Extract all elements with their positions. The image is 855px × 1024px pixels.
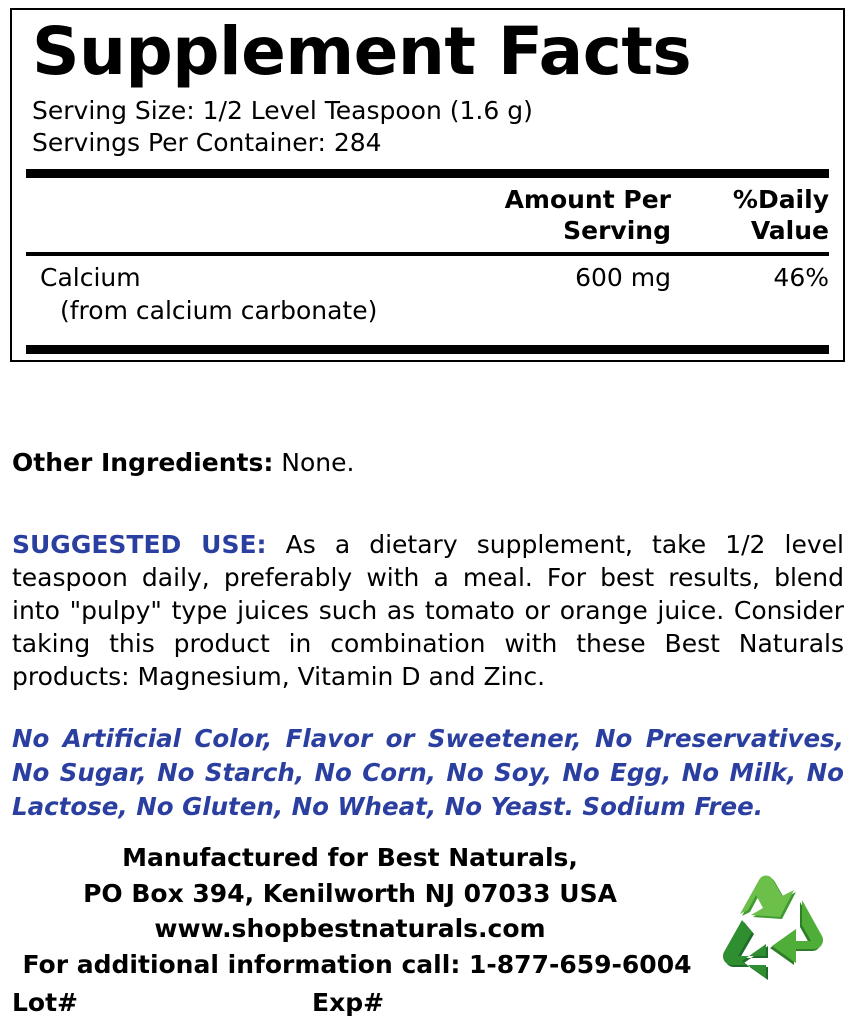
other-ingredients [12,448,354,477]
divider-thick-top [26,169,829,178]
manufacturer-address: PO Box 394, Kenilworth NJ 07033 USA [83,878,617,908]
supplement-facts-panel [10,8,845,362]
exp-date-field: Exp# [312,988,385,1017]
manufacturer-name: Manufactured for Best Naturals, [122,843,578,872]
column-header-dv-line2: Value [750,215,829,245]
manufacturer-block [0,840,700,947]
manufacturer-website: www.shopbestnaturals.com [154,914,546,943]
column-header-amount [371,184,671,247]
table-row [26,262,829,295]
column-header-amount-line1: Amount Per [504,184,671,214]
recycle-icon [712,872,840,984]
column-header-daily-value [689,184,829,247]
nutrient-amount: 600 mg [575,263,671,293]
serving-size: Serving Size: 1/2 Level Teaspoon (1.6 g) [32,95,533,125]
suggested-use [12,528,844,693]
lot-number-field: Lot# [12,988,79,1017]
column-header-amount-line2: Serving [563,215,671,245]
servings-per-container: Servings Per Container: 284 [32,127,382,157]
nutrient-source: (from calcium carbonate) [60,295,378,325]
suggested-use-text: As a dietary supplement, take 1/2 level teaspoon daily, preferably with a meal. For best results, blend into "pulpy" type juices such as tomato or orange juice. Consider taking this product in combination with these Best Naturals products: Magnesium, Vitamin D and Zinc. [12,530,844,691]
additional-info: For additional information call: 1-877-659-6004 [22,950,692,979]
lot-exp-row [12,988,532,1017]
nutrient-rows [26,256,829,335]
table-header-row [26,178,829,253]
nutrient-name: Calcium [40,263,141,293]
other-ingredients-label: Other Ingredients: [12,448,274,477]
suggested-use-label: SUGGESTED USE: [12,530,267,559]
column-header-dv-line1: %Daily [732,184,829,214]
other-ingredients-value: None. [281,448,355,477]
divider-thick-bottom [26,345,829,354]
free-from-claims: No Artificial Color, Flavor or Sweetener, No Preservatives, No Sugar, No Starch, No Corn, No Soy, No Egg, No Milk, No Lactose, No Gluten, No Wheat, No Yeast. Sodium Free. [12,724,844,821]
page-title: Supplement Facts [32,13,692,90]
nutrient-daily-value: 46% [773,263,829,293]
